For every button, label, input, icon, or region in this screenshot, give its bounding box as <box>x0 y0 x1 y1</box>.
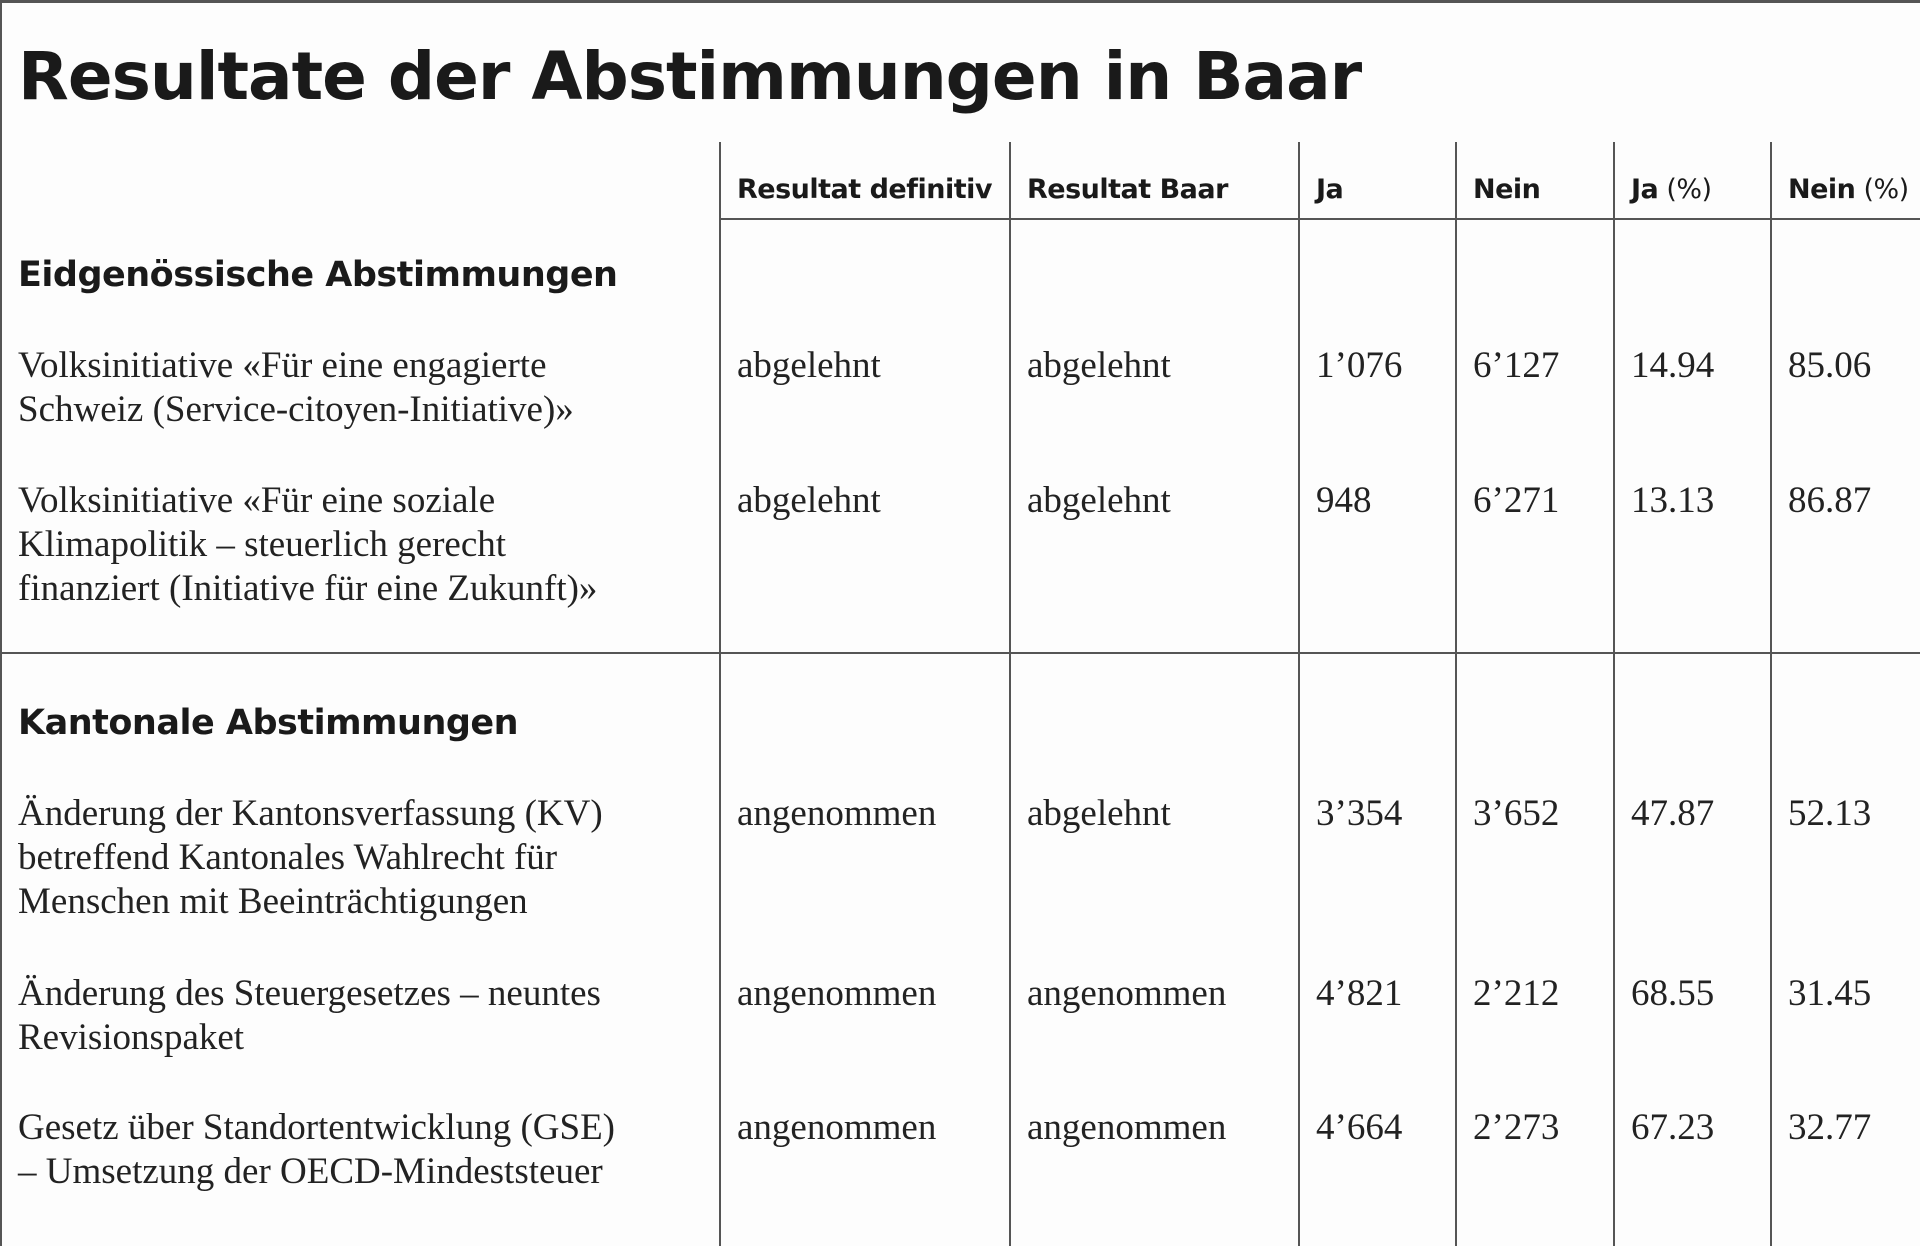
resultat-baar: abgelehnt <box>1027 345 1171 386</box>
ja-percent: 13.13 <box>1631 480 1715 521</box>
ja-count: 3’354 <box>1316 793 1403 834</box>
resultat-baar: angenommen <box>1027 1107 1227 1148</box>
ja-percent: 47.87 <box>1631 793 1715 834</box>
column-divider <box>1455 142 1457 1246</box>
resultat-baar: abgelehnt <box>1027 480 1171 521</box>
header-divider <box>719 218 1920 220</box>
column-divider <box>1770 142 1772 1246</box>
nein-count: 6’127 <box>1473 345 1560 386</box>
nein-percent: 86.87 <box>1788 480 1872 521</box>
resultat-definitiv: angenommen <box>737 973 937 1014</box>
nein-count: 6’271 <box>1473 480 1560 521</box>
section-heading-eidgenoessisch: Eidgenössische Abstimmungen <box>18 255 618 295</box>
vote-description: Änderung der Kantonsverfassung (KV) betreffend Kantonales Wahlrecht für Menschen mit Beeinträchtigungen <box>18 793 603 922</box>
nein-percent: 31.45 <box>1788 973 1872 1014</box>
resultat-baar: abgelehnt <box>1027 793 1171 834</box>
column-divider <box>1613 142 1615 1246</box>
resultat-baar: angenommen <box>1027 973 1227 1014</box>
ja-count: 948 <box>1316 480 1372 521</box>
resultat-definitiv: angenommen <box>737 793 937 834</box>
ja-count: 1’076 <box>1316 345 1403 386</box>
column-header-ja-pct: Ja (%) <box>1631 174 1712 205</box>
column-header-resultat-baar: Resultat Baar <box>1027 174 1228 205</box>
nein-percent: 32.77 <box>1788 1107 1872 1148</box>
resultat-definitiv: angenommen <box>737 1107 937 1148</box>
nein-count: 2’212 <box>1473 973 1560 1014</box>
section-divider <box>0 652 1920 654</box>
column-header-resultat-definitiv: Resultat definitiv <box>737 174 992 205</box>
resultat-definitiv: abgelehnt <box>737 480 881 521</box>
column-header-nein: Nein <box>1473 174 1541 205</box>
vote-description: Volksinitiative «Für eine soziale Klimapolitik – steuerlich gerecht finanziert (Initiative für eine Zukunft)» <box>18 480 598 609</box>
resultat-definitiv: abgelehnt <box>737 345 881 386</box>
vote-description: Volksinitiative «Für eine engagierte Schweiz (Service-citoyen-Initiative)» <box>18 345 574 430</box>
ja-percent: 68.55 <box>1631 973 1715 1014</box>
column-divider <box>719 142 721 1246</box>
column-divider <box>1298 142 1300 1246</box>
ja-percent: 14.94 <box>1631 345 1715 386</box>
column-header-ja: Ja <box>1316 174 1344 205</box>
ja-count: 4’821 <box>1316 973 1403 1014</box>
ja-count: 4’664 <box>1316 1107 1403 1148</box>
vote-description: Änderung des Steuergesetzes – neuntes Revisionspaket <box>18 973 601 1058</box>
page-title: Resultate der Abstimmungen in Baar <box>18 38 1362 115</box>
column-header-nein-pct: Nein (%) <box>1788 174 1909 205</box>
nein-count: 3’652 <box>1473 793 1560 834</box>
nein-percent: 52.13 <box>1788 793 1872 834</box>
column-divider <box>1009 142 1011 1246</box>
nein-percent: 85.06 <box>1788 345 1872 386</box>
ja-percent: 67.23 <box>1631 1107 1715 1148</box>
vote-description: Gesetz über Standortentwicklung (GSE) – Umsetzung der OECD-Mindeststeuer <box>18 1107 615 1192</box>
nein-count: 2’273 <box>1473 1107 1560 1148</box>
section-heading-kantonal: Kantonale Abstimmungen <box>18 703 519 743</box>
